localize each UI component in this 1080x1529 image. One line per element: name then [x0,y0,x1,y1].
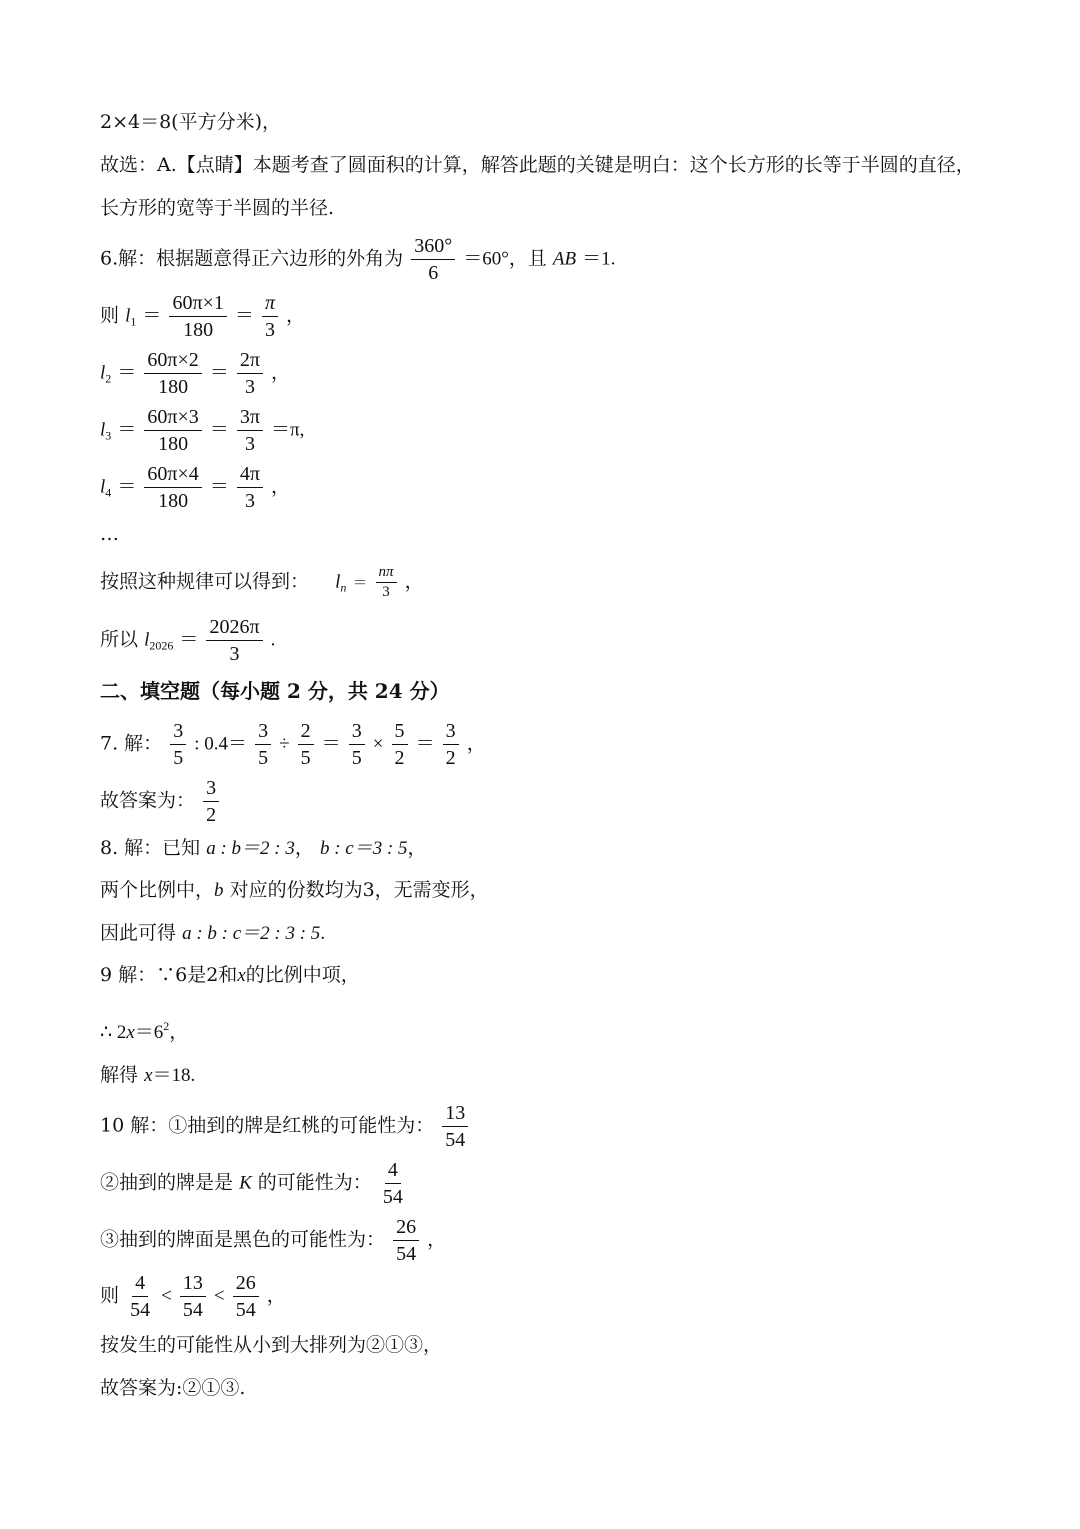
fraction: $\frac{n\pi}{3}$ [376,563,397,602]
math-var: l [100,476,106,498]
fraction: $\frac{26}{54}$ [393,1214,419,1267]
text: : 0.4＝ [194,733,248,755]
math-var: K [239,1172,252,1194]
fraction: $\frac{3}{2}$ [203,775,219,828]
text: 按照这种规律可以得到： [100,570,310,593]
text: ＝π, [271,419,305,441]
math-expr: a : b＝2 : 3 [206,838,295,859]
fraction: $\frac{360^\circ}{6}$ [411,233,455,286]
q9-l3 [100,1063,195,1088]
fraction: $\frac{4\pi}{3}$ [237,461,263,514]
text: ③抽到的牌面是黑色的可能性为： [100,1228,386,1251]
math-var: l [335,571,341,593]
text: 则 [100,304,120,327]
text: 二、填空题（每小题 2 分，共 24 分） [100,679,450,703]
subscript: 4 [105,485,112,500]
q6-l3: $l_3$ ＝ $\frac{60\pi\times 3}{180}$ ＝ $\frac{3\pi}{3}$ ＝π, [100,406,305,455]
q7-answer [100,775,221,828]
fraction: $\frac{60\pi\times 4}{180}$ [144,461,201,514]
ellipsis [100,522,119,546]
q6-intro [100,233,615,286]
text-line-rect-width [100,196,334,220]
subscript: 1 [130,314,137,329]
q6-l2: $l_2$ ＝ $\frac{60\pi\times 2}{180}$ ＝ $\frac{2\pi}{3}$ ， [100,349,291,398]
subscript: 3 [105,428,112,443]
q10-l3: ③抽到的牌面是黑色的可能性为： $\frac{26}{54}$ ， [100,1216,447,1265]
text: 7. 解： [100,732,163,755]
text: 所以 [100,628,139,651]
fraction: $\frac{2}{5}$ [298,718,314,771]
q8-l2 [100,878,489,903]
q10-l4: 则 $\frac{4}{54}$ < $\frac{13}{54}$ < $\frac{26}{54}$ ， [100,1272,286,1321]
text: ∴ 2 [100,1022,127,1043]
fraction: $\frac{60\pi\times 3}{180}$ [144,404,201,457]
fraction: $\frac{5}{2}$ [392,718,408,771]
fraction: $\frac{2026\pi}{3}$ [206,614,262,667]
fraction: $\frac{\pi}{3}$ [262,290,278,343]
fraction: $\frac{3}{5}$ [255,718,271,771]
fraction: $\frac{3}{2}$ [443,718,459,771]
text: 因此可得 [100,922,177,944]
math-var: l [144,629,150,651]
fraction: $\frac{3}{5}$ [170,718,186,771]
text: ＝6 [134,1022,164,1043]
fraction: $\frac{3\pi}{3}$ [237,404,263,457]
text: ＝18. [152,1065,196,1086]
q6-l1: 则 $l_1$ ＝ $\frac{60\pi\times 1}{180}$ ＝ $\frac{\pi}{3}$ ， [100,292,306,341]
text: 则 [100,1284,120,1307]
text-line-area-calc [100,110,281,134]
text: ②抽到的牌是是 [100,1171,234,1194]
math-expr: a : b : c＝2 : 3 : 5 [182,923,321,944]
text: ＝1. [582,248,616,270]
superscript: 2 [163,1019,170,1033]
subscript: 2 [105,371,112,386]
subscript: n [340,580,347,595]
text: 解得 [100,1064,139,1086]
text: 故答案为： [100,789,196,812]
fraction: $\frac{3}{5}$ [349,718,365,771]
fraction: $\frac{26}{54}$ [233,1270,259,1323]
math-var: l [100,419,106,441]
text: 的可能性为： [257,1171,372,1194]
fraction: $\frac{2\pi}{3}$ [237,347,263,400]
text: 对应的份数均为3，无需变形， [229,879,489,901]
text: 10 解：①抽到的牌是红桃的可能性为： [100,1114,435,1137]
q8-l3: 因此可得 a : b : c＝2 : 3 : 5. [100,922,326,944]
math-var: x [237,965,246,986]
text: ＝60°，且 [463,248,547,270]
q8: 8. 解：已知 a : b＝2 : 3， b : c＝3 : 5， [100,837,427,859]
q10-l5 [100,1333,442,1357]
text: 9 解：∵6是2和 [100,964,238,986]
fraction: $\frac{13}{54}$ [180,1270,206,1323]
text: 两个比例中， [100,879,215,901]
q10-l1 [100,1100,470,1153]
fraction: $\frac{4}{54}$ [130,1272,151,1321]
fraction: $\frac{60\pi\times 2}{180}$ [144,347,201,400]
subscript: 2026 [149,638,174,653]
text: 8. 解：已知 [100,837,201,859]
math-var: AB [552,248,577,270]
q9-l2: ∴ $2x=6^2$， [100,1019,189,1043]
q6-rule: 按照这种规律可以得到： $l_n$ ＝ $\frac{n\pi}{3}$ ， [100,564,424,600]
fraction: $\frac{4}{54}$ [382,1159,403,1208]
text: 6.解：根据题意得正六边形的外角为 [100,247,404,270]
text: 故选：A.【点睛】本题考查了圆面积的计算，解答此题的关键是明白：这个长方形的长等于半圆的直径， [100,154,975,176]
math-var: l [100,362,106,384]
fraction: $\frac{60\pi\times 1}{180}$ [169,290,226,343]
fraction: $\frac{13}{54}$ [442,1100,468,1153]
text: 故答案为:②①③. [100,1377,246,1399]
math-var: x [144,1065,153,1086]
q10-l2 [100,1157,408,1210]
math-expr: b : c＝3 : 5 [319,838,408,859]
q6-l4: $l_4$ ＝ $\frac{60\pi\times 4}{180}$ ＝ $\frac{4\pi}{3}$ ， [100,463,291,512]
text: 按发生的可能性从小到大排列为②①③， [100,1334,443,1356]
math-var: l [125,305,131,327]
text: 长方形的宽等于半圆的半径. [100,197,335,219]
section-heading [100,679,450,703]
text-line-answer-a [100,153,975,177]
q9 [100,963,360,988]
text: 的比例中项， [245,964,360,986]
math-var: x [126,1022,135,1043]
math-var: b [214,880,224,901]
text: … [100,523,119,545]
text: 2×4＝8(平方分米)， [100,111,282,133]
q10-answer [100,1376,245,1400]
q7: 7. 解： $\frac{3}{5}$ : 0.4＝ $\frac{3}{5}$ ÷ $\frac{2}{5}$ ＝ $\frac{3}{5}$ × $\frac{5}{2}$ ＝ $\frac{3}{2}$ ， [100,720,486,769]
q6-result: 所以 $l_{2026}$ ＝ $\frac{2026\pi}{3}$ . [100,616,276,665]
